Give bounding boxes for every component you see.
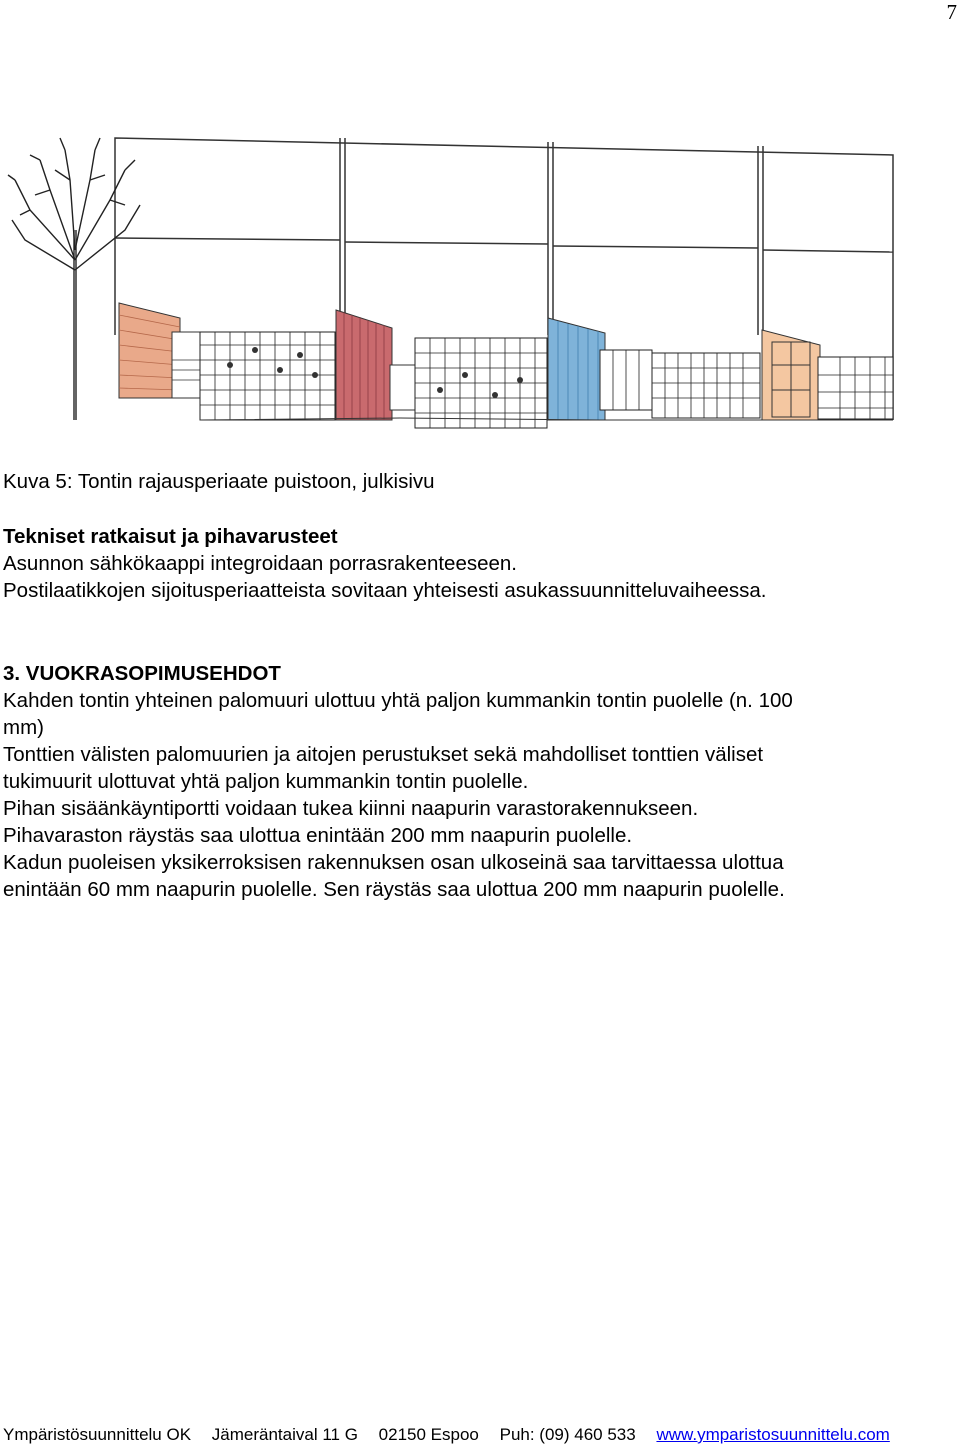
paragraph-line: Postilaatikkojen sijoitusperiaatteista sovitaan yhteisesti asukassuunnitteluvaiheessa. bbox=[3, 579, 767, 602]
footer-phone: Puh: (09) 460 533 bbox=[499, 1425, 636, 1444]
figure-caption: Kuva 5: Tontin rajausperiaate puistoon, julkisivu bbox=[3, 470, 435, 493]
section-heading: 3. VUOKRASOPIMUSEHDOT bbox=[3, 662, 281, 685]
section-lease-terms bbox=[3, 660, 943, 903]
paragraph-line: Pihavaraston räystäs saa ulottua enintään 200 mm naapurin puolelle. bbox=[3, 824, 633, 847]
elevation-drawing bbox=[0, 120, 960, 440]
footer-website-link[interactable]: www.ymparistosuunnittelu.com bbox=[656, 1425, 890, 1444]
section-technical bbox=[3, 523, 943, 604]
paragraph-line: Asunnon sähkökaappi integroidaan porrasrakenteeseen. bbox=[3, 552, 518, 575]
page-number: 7 bbox=[946, 0, 957, 24]
paragraph-line: Kadun puoleisen yksikerroksisen rakennuksen osan ulkoseinä saa tarvittaessa ulottua bbox=[3, 851, 784, 874]
paragraph-line: Kahden tontin yhteinen palomuuri ulottuu yhtä paljon kummankin tontin puolelle (n. 100 bbox=[3, 689, 793, 712]
footer-company: Ympäristösuunnittelu OK bbox=[3, 1425, 192, 1444]
shed-blue bbox=[548, 318, 605, 420]
footer-postal: 02150 Espoo bbox=[378, 1425, 479, 1444]
page-footer bbox=[3, 1425, 958, 1445]
paragraph-line: mm) bbox=[3, 716, 44, 739]
paragraph-line: enintään 60 mm naapurin puolelle. Sen räystäs saa ulottua 200 mm naapurin puolelle. bbox=[3, 878, 785, 901]
shed-red bbox=[336, 310, 392, 420]
paragraph-line: Pihan sisäänkäyntiportti voidaan tukea kiinni naapurin varastorakennukseen. bbox=[3, 797, 699, 820]
footer-street: Jämeräntaival 11 G bbox=[211, 1425, 358, 1444]
shed-orange bbox=[119, 303, 180, 398]
paragraph-line: tukimuurit ulottuvat yhtä paljon kummankin tontin puolelle. bbox=[3, 770, 529, 793]
section-heading: Tekniset ratkaisut ja pihavarusteet bbox=[3, 525, 338, 548]
paragraph-line: Tonttien välisten palomuurien ja aitojen perustukset sekä mahdolliset tonttien väliset bbox=[3, 743, 764, 766]
shed-peach bbox=[762, 330, 820, 420]
